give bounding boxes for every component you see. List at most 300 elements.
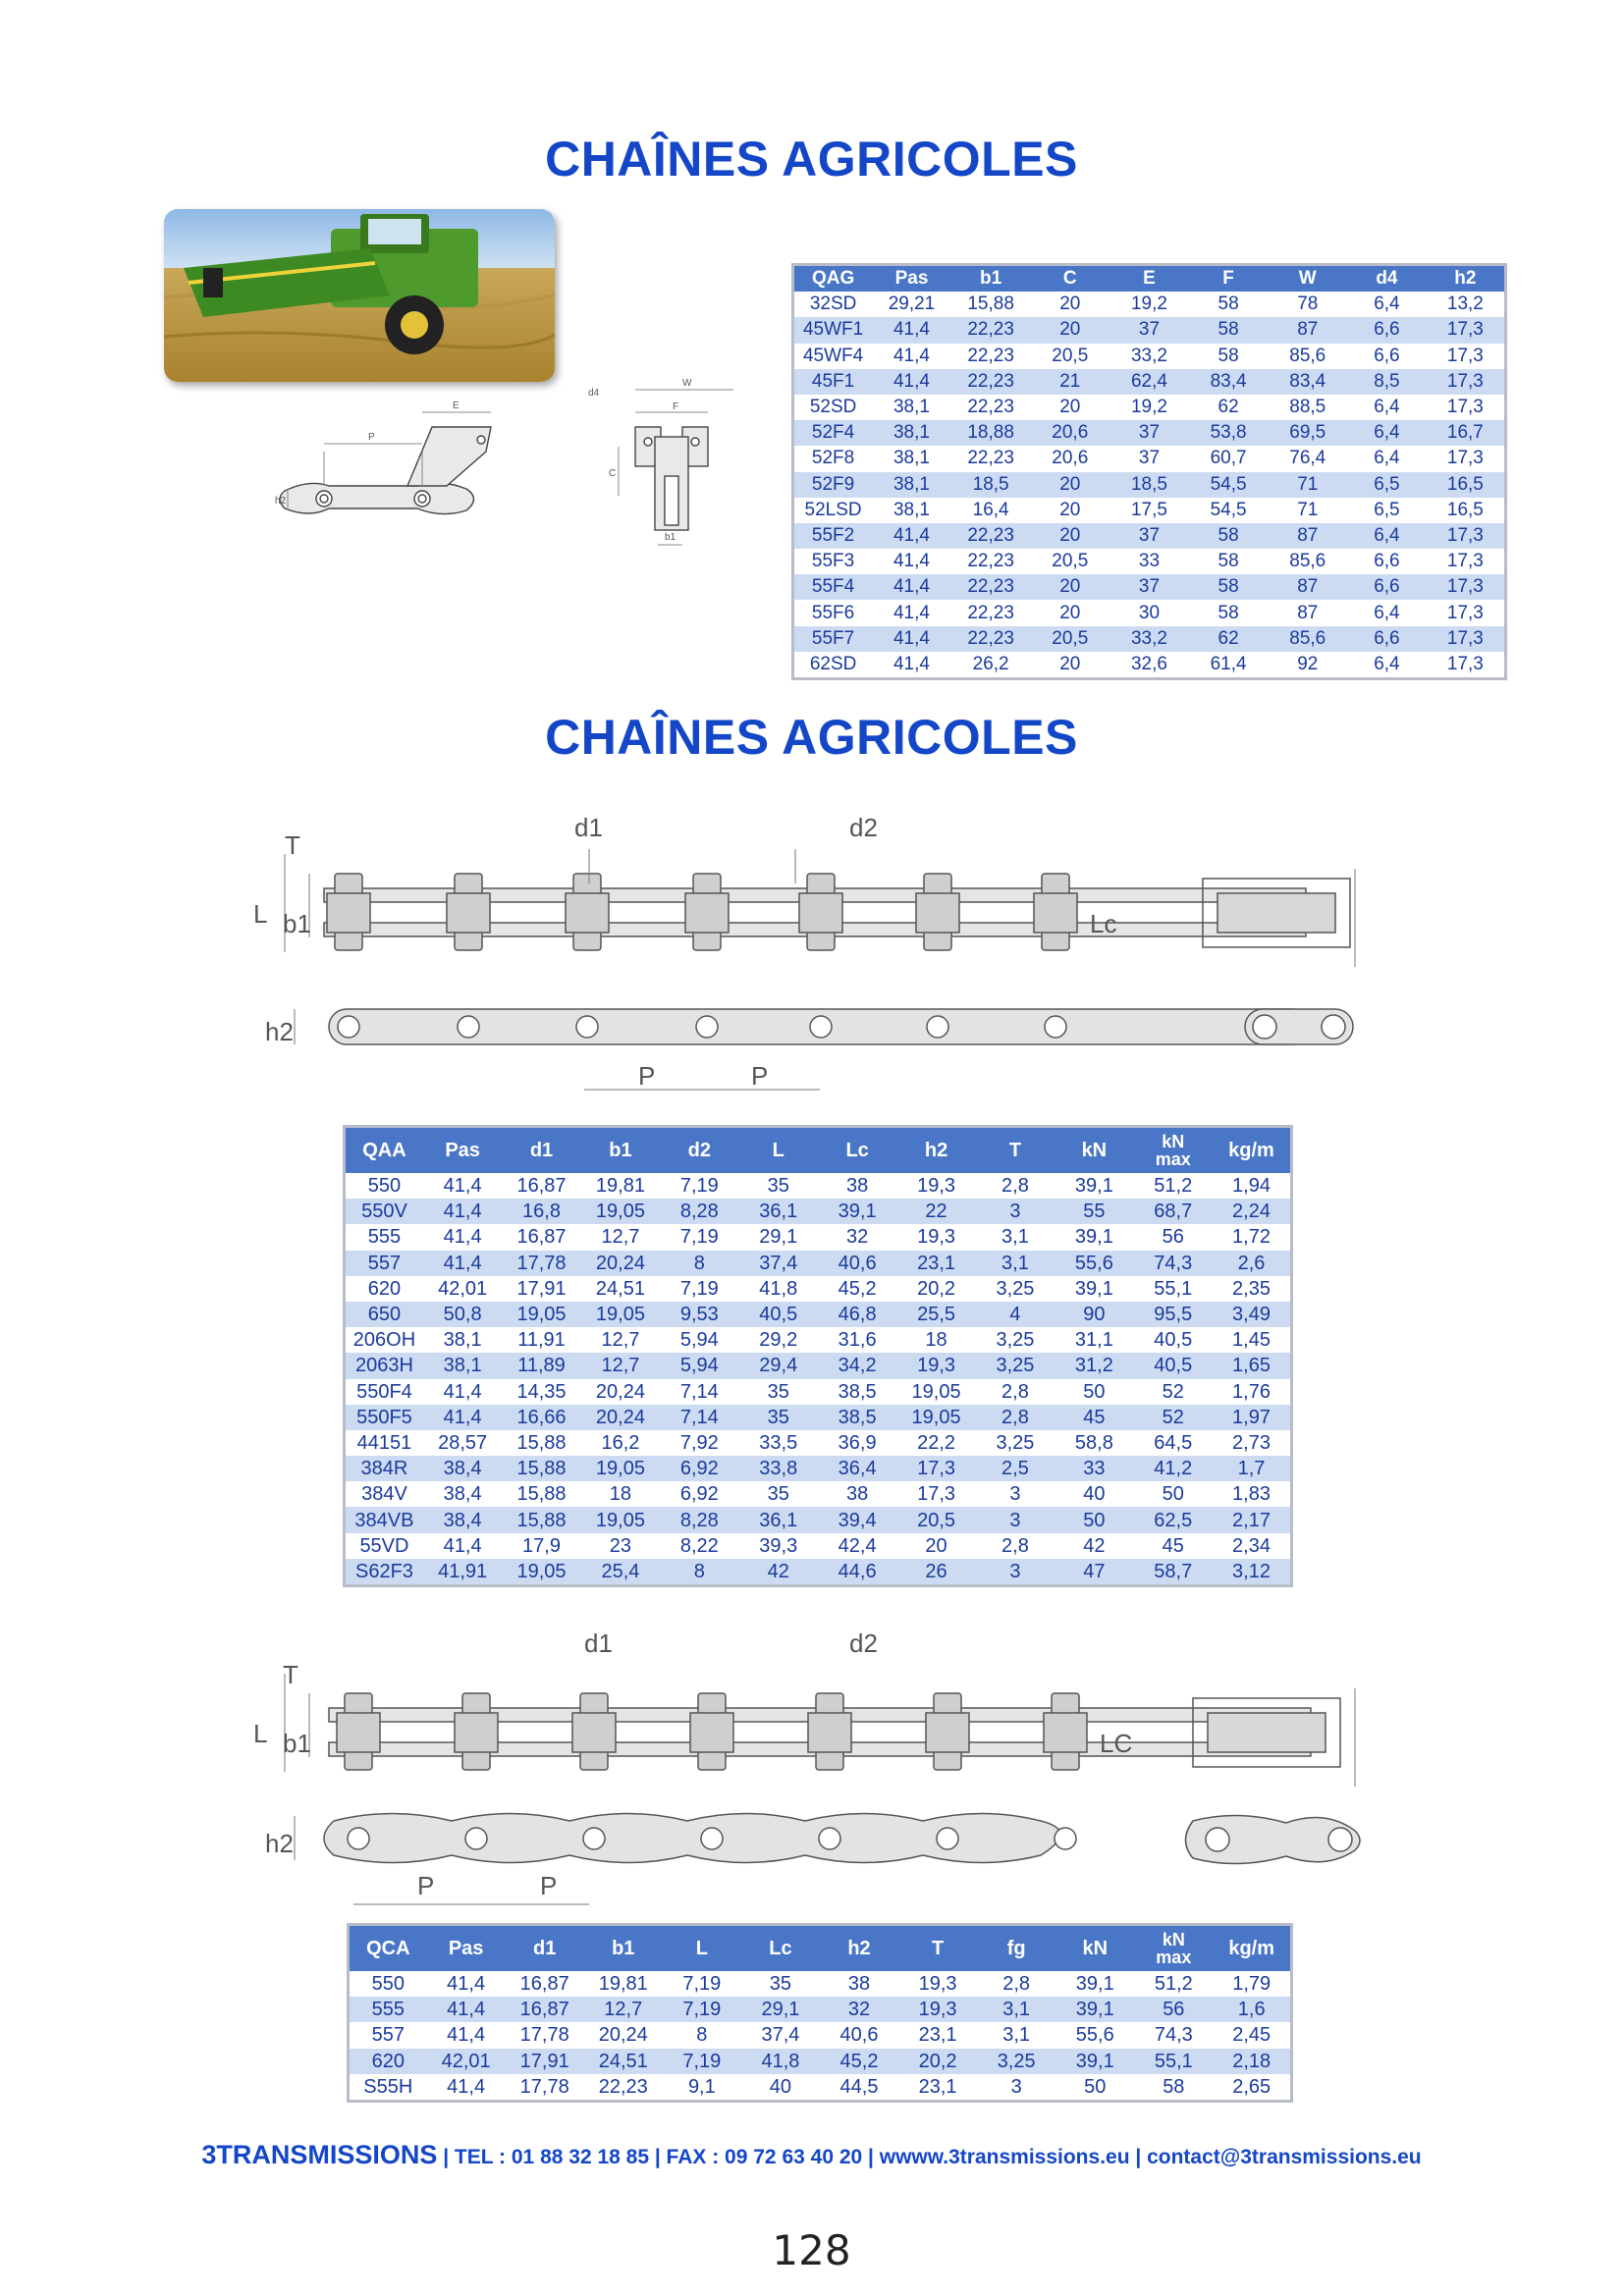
qca-label-t: T bbox=[283, 1660, 298, 1689]
table-cell: 20,5 bbox=[1030, 626, 1109, 652]
table-cell: 3,1 bbox=[976, 1224, 1055, 1250]
qaa-table bbox=[343, 1125, 1293, 1587]
table-cell: 19,81 bbox=[581, 1173, 660, 1199]
chain-hole bbox=[348, 1828, 369, 1849]
footer-brand: 3TRANSMISSIONS bbox=[201, 2140, 438, 2169]
table-cell: 35 bbox=[739, 1481, 818, 1507]
table-row bbox=[793, 344, 1506, 369]
kn-max-line1: kN bbox=[1162, 1132, 1185, 1151]
table-cell: 17,3 bbox=[1427, 317, 1506, 343]
table-cell: 85,6 bbox=[1268, 626, 1347, 652]
table-cell: 20,6 bbox=[1030, 420, 1109, 446]
table-cell: 18,5 bbox=[951, 472, 1031, 498]
table-cell: 7,19 bbox=[663, 1971, 741, 1997]
table-cell: 58 bbox=[1189, 317, 1269, 343]
table-cell: 8 bbox=[660, 1251, 738, 1276]
chain-hole bbox=[1045, 1016, 1066, 1038]
chain-roller bbox=[808, 1713, 851, 1752]
table-cell: 58 bbox=[1189, 344, 1269, 369]
table-cell: 7,19 bbox=[660, 1224, 738, 1250]
table-cell: 19,05 bbox=[581, 1456, 660, 1481]
table-cell: 1,83 bbox=[1213, 1481, 1292, 1507]
table-cell: 38 bbox=[818, 1173, 896, 1199]
table-cell: 83,4 bbox=[1189, 369, 1269, 395]
table-cell: 38 bbox=[820, 1971, 898, 1997]
table-cell: 8,22 bbox=[660, 1533, 738, 1559]
table-cell: 50 bbox=[1055, 1507, 1133, 1532]
table-cell: 37 bbox=[1109, 420, 1189, 446]
table-cell: 22,23 bbox=[951, 626, 1031, 652]
table-row bbox=[793, 626, 1506, 652]
table-cell: 26 bbox=[896, 1559, 975, 1586]
table-cell: 41,4 bbox=[423, 1251, 502, 1276]
table-cell: 1,45 bbox=[1213, 1327, 1292, 1353]
table-cell: 64,5 bbox=[1134, 1430, 1213, 1456]
qaa-label-h2: h2 bbox=[265, 1017, 294, 1046]
table-cell: 6,4 bbox=[1347, 652, 1427, 679]
table-cell: 2,45 bbox=[1213, 2022, 1291, 2048]
table-row bbox=[345, 1456, 1292, 1481]
table-cell: 62 bbox=[1189, 395, 1269, 420]
table-cell: 384R bbox=[345, 1456, 423, 1481]
table-cell: 39,4 bbox=[818, 1507, 896, 1532]
table-cell: 41,4 bbox=[423, 1224, 502, 1250]
table-cell: 19,3 bbox=[898, 1997, 977, 2022]
table-cell: 3,1 bbox=[976, 1251, 1055, 1276]
column-header: QAA bbox=[345, 1127, 423, 1174]
table-row bbox=[345, 1199, 1292, 1224]
table-cell: 55,1 bbox=[1134, 2049, 1213, 2074]
table-cell: 550 bbox=[345, 1173, 423, 1199]
table-cell: 32,6 bbox=[1109, 652, 1189, 679]
table-cell: 2,8 bbox=[976, 1533, 1055, 1559]
column-header: F bbox=[1189, 265, 1269, 293]
table-cell: 3,25 bbox=[976, 1327, 1055, 1353]
table-cell: 32 bbox=[818, 1224, 896, 1250]
table-cell: 58 bbox=[1189, 574, 1269, 600]
table-cell: 2,8 bbox=[976, 1379, 1055, 1405]
table-cell: 2,18 bbox=[1213, 2049, 1291, 2074]
table-cell: 29,21 bbox=[872, 292, 951, 317]
table-cell: 1,72 bbox=[1213, 1224, 1292, 1250]
table-cell: 5,94 bbox=[660, 1353, 738, 1378]
table-row bbox=[345, 1251, 1292, 1276]
table-cell: 33 bbox=[1055, 1456, 1133, 1481]
column-header: QCA bbox=[349, 1925, 427, 1972]
table-cell: 41,4 bbox=[427, 2074, 506, 2102]
table-cell: 41,4 bbox=[423, 1199, 502, 1224]
table-cell: 16,87 bbox=[506, 1971, 584, 1997]
chain-hole bbox=[576, 1016, 598, 1038]
table-cell: 22,23 bbox=[951, 369, 1031, 395]
table-row bbox=[793, 317, 1506, 343]
table-cell: 45F1 bbox=[793, 369, 873, 395]
table-cell: 2,65 bbox=[1213, 2074, 1291, 2102]
qca-label-l: L bbox=[253, 1719, 268, 1748]
table-cell: S62F3 bbox=[345, 1559, 423, 1586]
chain-roller bbox=[447, 893, 490, 933]
column-header: fg bbox=[977, 1925, 1055, 1972]
table-cell: 22,23 bbox=[951, 574, 1031, 600]
table-cell: 22,23 bbox=[951, 446, 1031, 471]
table-cell: 17,3 bbox=[1427, 652, 1506, 679]
table-cell: 41,4 bbox=[423, 1173, 502, 1199]
table-cell: 32 bbox=[820, 1997, 898, 2022]
qca-label-p2: P bbox=[540, 1871, 558, 1900]
table-cell: 41,8 bbox=[739, 1276, 818, 1302]
table-cell: 31,6 bbox=[818, 1327, 896, 1353]
table-cell: 41,4 bbox=[427, 1997, 506, 2022]
chain-hole bbox=[338, 1016, 359, 1038]
table-cell: 36,1 bbox=[739, 1507, 818, 1532]
table-cell: 44,5 bbox=[820, 2074, 898, 2102]
table-row bbox=[345, 1405, 1292, 1430]
table-cell: 36,9 bbox=[818, 1430, 896, 1456]
table-cell: 7,19 bbox=[663, 2049, 741, 2074]
table-cell: 17,78 bbox=[506, 2074, 584, 2102]
table-cell: 22,23 bbox=[951, 600, 1031, 625]
table-cell: 17,3 bbox=[1427, 446, 1506, 471]
kn-max-line2: max bbox=[1155, 1149, 1191, 1169]
table-cell: 41,4 bbox=[872, 523, 951, 549]
table-cell: 18,88 bbox=[951, 420, 1031, 446]
chain-hole bbox=[819, 1828, 840, 1849]
table-cell: 58 bbox=[1189, 523, 1269, 549]
table-cell: 7,19 bbox=[660, 1276, 738, 1302]
table-cell: 45WF4 bbox=[793, 344, 873, 369]
footer-contact-details: | TEL : 01 88 32 18 85 | FAX : 09 72 63 40 20 | wwww.3transmissions.eu | contact@3transmissions.eu bbox=[437, 2146, 1422, 2168]
table-row bbox=[345, 1353, 1292, 1378]
table-cell: 550F4 bbox=[345, 1379, 423, 1405]
column-header: h2 bbox=[1427, 265, 1506, 293]
chain-hole bbox=[927, 1016, 948, 1038]
table-cell: 25,5 bbox=[896, 1302, 975, 1327]
table-cell: 22,23 bbox=[584, 2074, 663, 2102]
table-cell: 22,23 bbox=[951, 317, 1031, 343]
column-header: QAG bbox=[793, 265, 873, 293]
table-cell: 19,3 bbox=[898, 1971, 977, 1997]
table-cell: 11,89 bbox=[502, 1353, 580, 1378]
qag-table-header-row bbox=[793, 265, 1506, 293]
column-header: kg/m bbox=[1213, 1925, 1291, 1972]
column-header: d4 bbox=[1347, 265, 1427, 293]
table-cell: 38,1 bbox=[423, 1353, 502, 1378]
table-cell: 3,25 bbox=[977, 2049, 1055, 2074]
table-cell: 12,7 bbox=[581, 1224, 660, 1250]
column-header-kn-max bbox=[1134, 1925, 1213, 1972]
table-cell: 19,05 bbox=[581, 1507, 660, 1532]
table-cell: 92 bbox=[1268, 652, 1347, 679]
table-cell: 46,8 bbox=[818, 1302, 896, 1327]
table-cell: 4 bbox=[976, 1302, 1055, 1327]
table-cell: 3 bbox=[976, 1559, 1055, 1586]
table-row bbox=[345, 1507, 1292, 1532]
table-cell: 41,4 bbox=[427, 2022, 506, 2048]
table-cell: 20 bbox=[1030, 652, 1109, 679]
table-cell: 37 bbox=[1109, 523, 1189, 549]
table-cell: 17,3 bbox=[1427, 344, 1506, 369]
table-row bbox=[345, 1302, 1292, 1327]
column-header: T bbox=[976, 1127, 1055, 1174]
table-cell: 56 bbox=[1134, 1224, 1213, 1250]
table-cell: 17,91 bbox=[502, 1276, 580, 1302]
table-cell: 557 bbox=[345, 1251, 423, 1276]
table-cell: 42,01 bbox=[427, 2049, 506, 2074]
table-cell: 50 bbox=[1055, 2074, 1134, 2102]
kn-max-line1: kN bbox=[1162, 1930, 1185, 1949]
table-cell: 15,88 bbox=[502, 1481, 580, 1507]
table-cell: 22,23 bbox=[951, 344, 1031, 369]
table-cell: 18,5 bbox=[1109, 472, 1189, 498]
table-cell: 6,6 bbox=[1347, 574, 1427, 600]
qag-label-d4: d4 bbox=[588, 388, 600, 399]
qaa-label-p2: P bbox=[751, 1061, 769, 1091]
table-cell: 29,1 bbox=[739, 1224, 818, 1250]
table-cell: 550 bbox=[349, 1971, 427, 1997]
table-cell: 6,5 bbox=[1347, 498, 1427, 523]
table-cell: 41,4 bbox=[872, 652, 951, 679]
column-header: Lc bbox=[741, 1925, 820, 1972]
table-cell: 3,1 bbox=[977, 1997, 1055, 2022]
table-cell: 55,6 bbox=[1055, 1251, 1133, 1276]
table-cell: 17,78 bbox=[506, 2022, 584, 2048]
table-cell: 31,2 bbox=[1055, 1353, 1133, 1378]
table-cell: 45 bbox=[1055, 1405, 1133, 1430]
table-row bbox=[793, 498, 1506, 523]
table-cell: 41,4 bbox=[423, 1405, 502, 1430]
table-cell: 7,92 bbox=[660, 1430, 738, 1456]
table-cell: 41,4 bbox=[872, 344, 951, 369]
table-row bbox=[349, 1997, 1292, 2022]
column-header: L bbox=[663, 1925, 741, 1972]
table-cell: 40 bbox=[741, 2074, 820, 2102]
table-cell: 74,3 bbox=[1134, 1251, 1213, 1276]
chain-roller bbox=[566, 893, 609, 933]
table-cell: 17,3 bbox=[896, 1456, 975, 1481]
table-cell: 35 bbox=[739, 1173, 818, 1199]
table-cell: 20 bbox=[1030, 600, 1109, 625]
table-cell: 35 bbox=[739, 1379, 818, 1405]
table-cell: 61,4 bbox=[1189, 652, 1269, 679]
table-cell: 6,4 bbox=[1347, 446, 1427, 471]
table-cell: 6,92 bbox=[660, 1481, 738, 1507]
table-cell: 36,4 bbox=[818, 1456, 896, 1481]
table-cell: 25,4 bbox=[581, 1559, 660, 1586]
kn-max-line2: max bbox=[1156, 1948, 1192, 1967]
table-cell: 54,5 bbox=[1189, 472, 1269, 498]
table-cell: S55H bbox=[349, 2074, 427, 2102]
table-cell: 8 bbox=[660, 1559, 738, 1586]
table-cell: 8 bbox=[663, 2022, 741, 2048]
table-cell: 7,19 bbox=[663, 1997, 741, 2022]
table-cell: 55VD bbox=[345, 1533, 423, 1559]
table-cell: 18 bbox=[581, 1481, 660, 1507]
qag-side-diagram bbox=[270, 393, 525, 550]
page-title-top: CHAÎNES AGRICOLES bbox=[545, 132, 1078, 187]
table-cell: 17,3 bbox=[1427, 369, 1506, 395]
table-cell: 39,1 bbox=[1055, 2049, 1134, 2074]
table-cell: 50 bbox=[1134, 1481, 1213, 1507]
table-cell: 17,3 bbox=[1427, 395, 1506, 420]
column-header: b1 bbox=[581, 1127, 660, 1174]
table-cell: 30 bbox=[1109, 600, 1189, 625]
table-cell: 16,87 bbox=[502, 1224, 580, 1250]
table-cell: 24,51 bbox=[581, 1276, 660, 1302]
table-cell: 55 bbox=[1055, 1199, 1133, 1224]
table-cell: 58 bbox=[1189, 549, 1269, 574]
table-cell: 33,5 bbox=[739, 1430, 818, 1456]
table-cell: 2,5 bbox=[976, 1456, 1055, 1481]
table-cell: 53,8 bbox=[1189, 420, 1269, 446]
table-cell: 32SD bbox=[793, 292, 873, 317]
table-cell: 2,8 bbox=[976, 1405, 1055, 1430]
table-cell: 6,4 bbox=[1347, 292, 1427, 317]
page-title-middle: CHAÎNES AGRICOLES bbox=[545, 710, 1078, 765]
table-cell: 2,6 bbox=[1213, 1251, 1292, 1276]
qaa-label-l: L bbox=[253, 899, 268, 929]
table-cell: 31,1 bbox=[1055, 1327, 1133, 1353]
table-row bbox=[345, 1430, 1292, 1456]
table-cell: 45,2 bbox=[820, 2049, 898, 2074]
table-cell: 20 bbox=[1030, 395, 1109, 420]
table-cell: 6,4 bbox=[1347, 395, 1427, 420]
qca-label-d2: d2 bbox=[849, 1629, 878, 1658]
chain-hole bbox=[937, 1828, 958, 1849]
column-header: T bbox=[898, 1925, 977, 1972]
table-cell: 384V bbox=[345, 1481, 423, 1507]
column-header: Pas bbox=[872, 265, 951, 293]
table-cell: 33,2 bbox=[1109, 344, 1189, 369]
table-cell: 6,4 bbox=[1347, 600, 1427, 625]
chain-hole bbox=[810, 1016, 832, 1038]
table-cell: 1,6 bbox=[1213, 1997, 1291, 2022]
column-header: W bbox=[1268, 265, 1347, 293]
table-cell: 20,5 bbox=[1030, 344, 1109, 369]
chain-roller bbox=[337, 1713, 380, 1752]
table-cell: 23,1 bbox=[896, 1251, 975, 1276]
table-cell: 15,88 bbox=[951, 292, 1031, 317]
table-cell: 19,05 bbox=[581, 1199, 660, 1224]
table-cell: 1,94 bbox=[1213, 1173, 1292, 1199]
table-cell: 55F6 bbox=[793, 600, 873, 625]
table-row bbox=[793, 549, 1506, 574]
table-cell: 23,1 bbox=[898, 2022, 977, 2048]
table-cell: 22,23 bbox=[951, 523, 1031, 549]
table-cell: 45WF1 bbox=[793, 317, 873, 343]
table-cell: 23 bbox=[581, 1533, 660, 1559]
table-cell: 1,7 bbox=[1213, 1456, 1292, 1481]
column-header: h2 bbox=[820, 1925, 898, 1972]
table-cell: 38,1 bbox=[872, 472, 951, 498]
table-cell: 58 bbox=[1134, 2074, 1213, 2102]
qag-label-p: P bbox=[368, 432, 375, 443]
qaa-label-lc: Lc bbox=[1090, 909, 1117, 938]
table-row bbox=[349, 2074, 1292, 2102]
table-cell: 47 bbox=[1055, 1559, 1133, 1586]
table-cell: 20 bbox=[1030, 523, 1109, 549]
table-cell: 16,5 bbox=[1427, 472, 1506, 498]
column-header: kg/m bbox=[1213, 1127, 1292, 1174]
table-cell: 20,24 bbox=[584, 2022, 663, 2048]
table-cell: 52F4 bbox=[793, 420, 873, 446]
table-cell: 33,2 bbox=[1109, 626, 1189, 652]
table-cell: 41,4 bbox=[423, 1379, 502, 1405]
chain-hole bbox=[696, 1016, 718, 1038]
table-cell: 3 bbox=[976, 1507, 1055, 1532]
qaa-table-header-row bbox=[345, 1127, 1292, 1174]
table-cell: 3 bbox=[976, 1199, 1055, 1224]
table-cell: 39,1 bbox=[1055, 1173, 1133, 1199]
table-cell: 12,7 bbox=[581, 1327, 660, 1353]
table-cell: 45 bbox=[1134, 1533, 1213, 1559]
table-cell: 52LSD bbox=[793, 498, 873, 523]
table-cell: 6,92 bbox=[660, 1456, 738, 1481]
table-cell: 52F8 bbox=[793, 446, 873, 471]
table-cell: 19,05 bbox=[896, 1405, 975, 1430]
table-cell: 55F2 bbox=[793, 523, 873, 549]
table-cell: 8,28 bbox=[660, 1199, 738, 1224]
qag-label-e: E bbox=[453, 400, 460, 411]
table-cell: 18 bbox=[896, 1327, 975, 1353]
chain-roller bbox=[685, 893, 729, 933]
table-cell: 29,4 bbox=[739, 1353, 818, 1378]
table-cell: 6,6 bbox=[1347, 626, 1427, 652]
qag-table bbox=[791, 263, 1507, 680]
table-cell: 39,3 bbox=[739, 1533, 818, 1559]
chain-roller bbox=[690, 1713, 733, 1752]
table-cell: 37,4 bbox=[739, 1251, 818, 1276]
column-header: L bbox=[739, 1127, 818, 1174]
table-row bbox=[793, 420, 1506, 446]
table-cell: 20,24 bbox=[581, 1251, 660, 1276]
table-cell: 36,1 bbox=[739, 1199, 818, 1224]
table-cell: 60,7 bbox=[1189, 446, 1269, 471]
table-row bbox=[793, 292, 1506, 317]
table-cell: 34,2 bbox=[818, 1353, 896, 1378]
table-cell: 41,4 bbox=[872, 317, 951, 343]
table-cell: 19,3 bbox=[896, 1173, 975, 1199]
table-cell: 1,97 bbox=[1213, 1405, 1292, 1430]
table-cell: 20 bbox=[896, 1533, 975, 1559]
table-cell: 38,5 bbox=[818, 1405, 896, 1430]
table-cell: 40,6 bbox=[820, 2022, 898, 2048]
column-header: h2 bbox=[896, 1127, 975, 1174]
table-cell: 55F4 bbox=[793, 574, 873, 600]
table-cell: 42,01 bbox=[423, 1276, 502, 1302]
table-row bbox=[345, 1173, 1292, 1199]
table-cell: 1,79 bbox=[1213, 1971, 1291, 1997]
qca-table bbox=[347, 1923, 1293, 2103]
table-cell: 83,4 bbox=[1268, 369, 1347, 395]
table-cell: 555 bbox=[345, 1224, 423, 1250]
table-cell: 21 bbox=[1030, 369, 1109, 395]
table-cell: 20 bbox=[1030, 292, 1109, 317]
qaa-label-p1: P bbox=[638, 1061, 656, 1091]
table-cell: 41,4 bbox=[872, 574, 951, 600]
column-header: Pas bbox=[427, 1925, 506, 1972]
table-cell: 19,05 bbox=[502, 1302, 580, 1327]
table-cell: 39,1 bbox=[1055, 1224, 1133, 1250]
table-cell: 2,8 bbox=[976, 1173, 1055, 1199]
table-cell: 16,2 bbox=[581, 1430, 660, 1456]
table-row bbox=[793, 523, 1506, 549]
column-header: Pas bbox=[423, 1127, 502, 1174]
table-cell: 555 bbox=[349, 1997, 427, 2022]
table-cell: 20 bbox=[1030, 472, 1109, 498]
table-cell: 88,5 bbox=[1268, 395, 1347, 420]
table-cell: 55F7 bbox=[793, 626, 873, 652]
table-cell: 62 bbox=[1189, 626, 1269, 652]
